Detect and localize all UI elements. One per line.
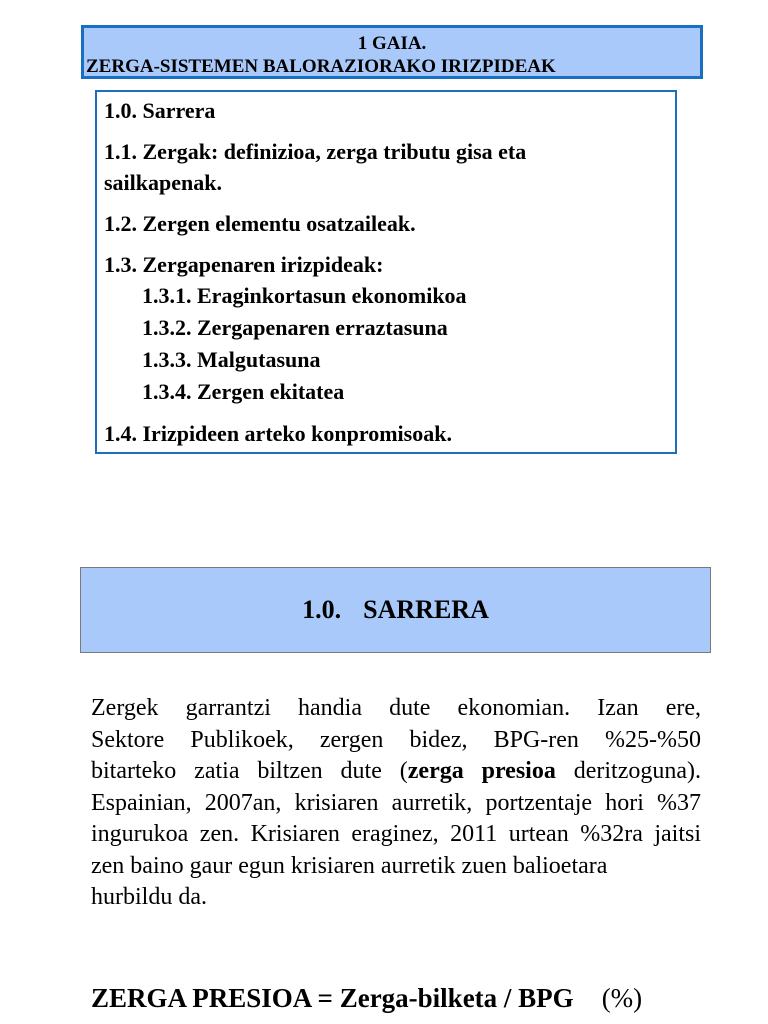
- formula-expression: ZERGA PRESIOA = Zerga-bilketa / BPG: [91, 983, 574, 1013]
- section-title: SARRERA: [363, 595, 489, 624]
- paragraph-line: [91, 756, 701, 788]
- paragraph-line: Zergek garrantzi handia dute ekonomian. Izan ere,: [91, 695, 701, 721]
- paragraph-line: ingurukoa zen. Krisiaren eraginez, 2011 urtean %32ra jaitsi: [91, 821, 701, 847]
- paragraph-line: Espainian, 2007an, krisiaren aurretik, portzentaje hori %37: [91, 789, 701, 816]
- formula-unit: (%): [601, 983, 643, 1013]
- paragraph-text: deritzoguna).: [555, 758, 702, 784]
- toc-item-1-3: 1.3. Zergapenaren irizpideak:: [104, 252, 384, 277]
- section-number: 1.0.: [302, 595, 342, 624]
- paragraph-text: bitarteko zatia biltzen dute (: [91, 758, 408, 784]
- chapter-number: 1 GAIA.: [357, 33, 427, 54]
- chapter-title-box: [81, 25, 703, 79]
- section-header: [80, 567, 711, 653]
- toc-subitem-1-3-3: 1.3.3. Malgutasuna: [142, 347, 321, 372]
- toc-item-1-1-line-b: sailkapenak.: [104, 170, 222, 195]
- toc-item-1-1: [104, 136, 667, 198]
- chapter-title: ZERGA-SISTEMEN BALORAZIORAKO IRIZPIDEAK: [86, 56, 556, 77]
- toc-item-1-0: 1.0. Sarrera: [104, 98, 216, 123]
- paragraph-line: hurbildu da.: [91, 884, 207, 910]
- paragraph-line: zen baino gaur egun krisiaren aurretik zuen balioetara: [91, 852, 608, 879]
- emphasized-term: zerga presioa: [407, 758, 556, 784]
- intro-paragraph: [91, 693, 701, 914]
- toc-subitem-1-3-2: 1.3.2. Zergapenaren erraztasuna: [142, 315, 448, 340]
- toc-item-1-1-line-a: 1.1. Zergak: definizioa, zerga tributu gisa eta: [104, 139, 527, 164]
- tax-pressure-formula: [91, 983, 711, 1014]
- toc-subitem-1-3-1: 1.3.1. Eraginkortasun ekonomikoa: [142, 283, 467, 308]
- toc-item-1-4: 1.4. Irizpideen arteko konpromisoak.: [104, 421, 452, 446]
- table-of-contents: [95, 90, 677, 454]
- paragraph-line: Sektore Publikoek, zergen bidez, BPG-ren %25-%50: [91, 726, 701, 753]
- toc-item-1-2: 1.2. Zergen elementu osatzaileak.: [104, 211, 416, 236]
- toc-subitem-1-3-4: 1.3.4. Zergen ekitatea: [142, 379, 345, 404]
